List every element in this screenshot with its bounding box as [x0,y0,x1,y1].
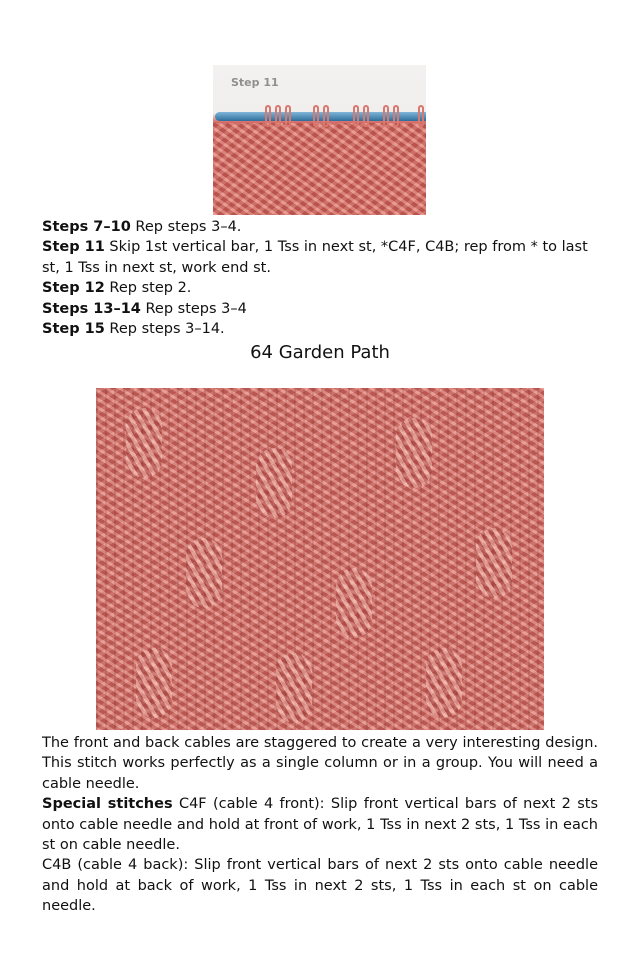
fabric-texture [213,123,426,215]
cable-motif [426,648,462,718]
special-stitches-c4f [42,794,598,855]
loop-icon [285,105,291,127]
intro-paragraph: The front and back cables are staggered to create a very interesting design. This stitch works perfectly as a single column or in a group. You will need a cable needle. [42,735,598,792]
cable-motif [336,568,372,638]
cable-motif [276,653,312,723]
loop-icon [353,105,359,127]
step-item [42,237,598,278]
garden-path-swatch-photo [96,388,544,730]
section-description [42,733,598,917]
step-number: Step 15 [42,321,105,338]
step-text: Rep steps 3–4. [130,219,242,235]
step-text: Skip 1st vertical bar, 1 Tss in next st, *C4F, C4B; rep from * to last st, 1 Tss in next st, work end st. [42,239,588,276]
step-photo-label: Step 11 [231,76,279,89]
step-number: Step 12 [42,280,105,297]
steps-list [42,217,598,339]
step-number: Steps 13–14 [42,300,141,317]
loop-icon [323,105,329,127]
step-item [42,319,598,339]
loop-icon [313,105,319,127]
special-stitches-label: Special stitches [42,796,173,813]
step-text: Rep steps 3–4 [140,300,247,317]
cable-motif [186,538,222,608]
step-item [42,278,598,298]
cable-motif [126,408,162,478]
cable-motif [136,648,172,718]
step-text: Rep step 2. [104,280,192,297]
step-number: Steps 7–10 [42,219,131,235]
cable-motif [396,418,432,488]
loop-icon [275,105,281,127]
step-text: Rep steps 3–14. [104,321,225,338]
loop-icon [363,105,369,127]
step-number: Step 11 [42,239,105,256]
cable-motif [476,528,512,598]
step-11-photo [213,65,426,215]
loop-icon [393,105,399,127]
c4f-text: C4F (cable 4 front): Slip front vertical bars of next 2 sts onto cable needle and hold at front of work, 1 Tss in next 2 sts, 1 Tss in each st on cable needle. [42,796,598,854]
section-title: 64 Garden Path [250,342,390,363]
step-item [42,299,598,319]
loop-icon [383,105,389,127]
cable-motif [256,448,292,518]
loop-icon [418,105,424,127]
loop-icon [265,105,271,127]
step-item [42,217,598,237]
special-stitches-c4b: C4B (cable 4 back): Slip front vertical bars of next 2 sts onto cable needle and hold at back of work, 1 Tss in next 2 sts, 1 Tss in each st on cable needle. [42,857,598,915]
